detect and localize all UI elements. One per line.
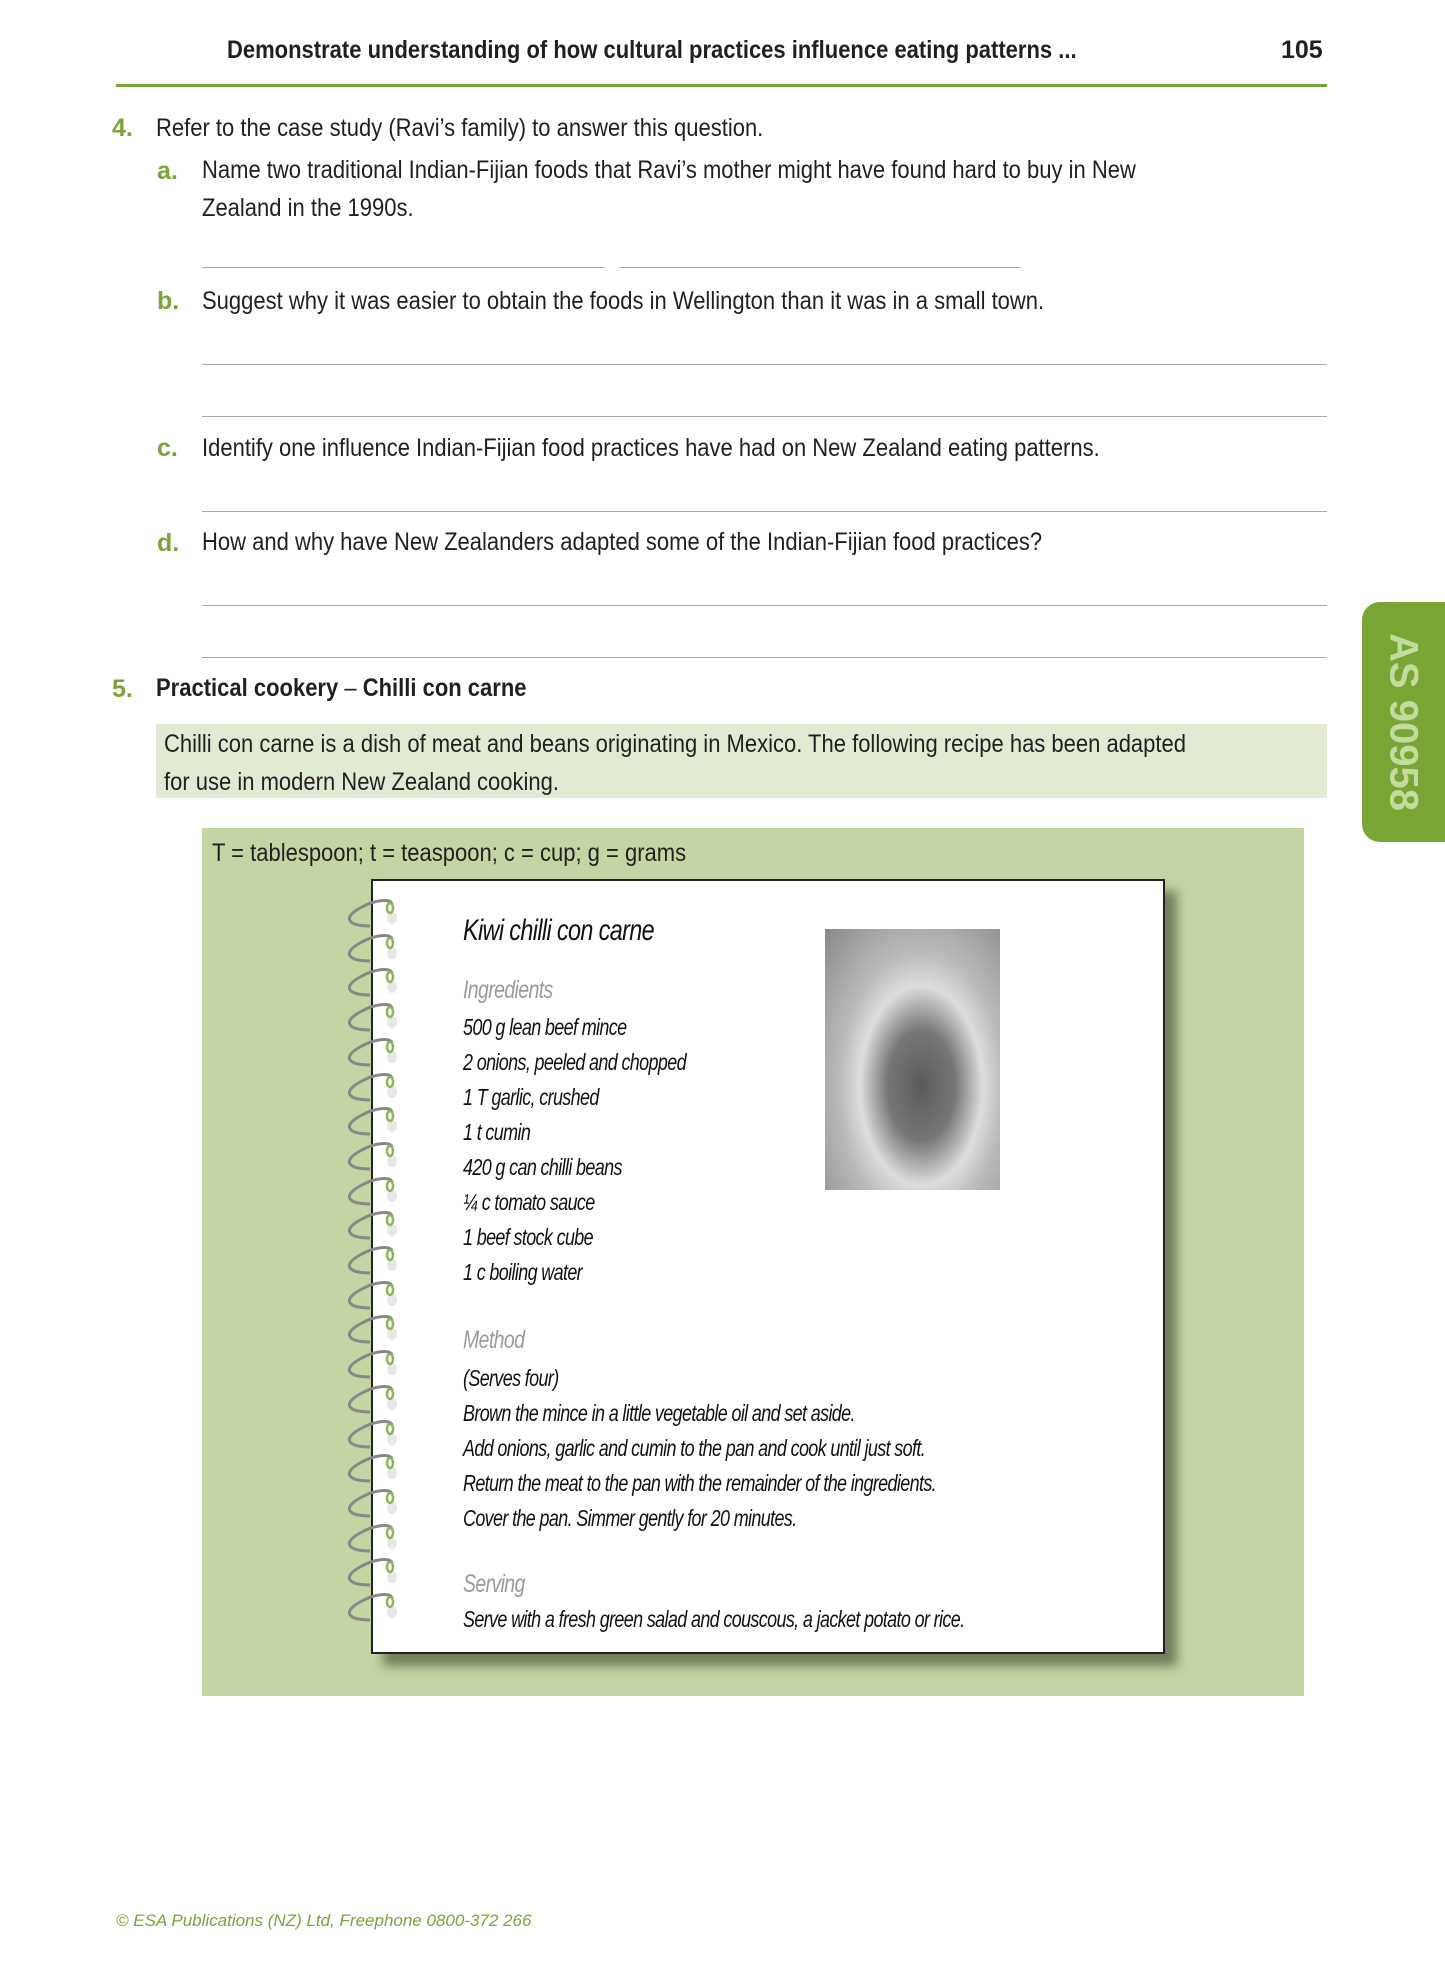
spiral-ring-icon: [340, 1174, 412, 1208]
serving-heading: Serving: [463, 1570, 525, 1598]
spiral-ring-icon: [340, 1382, 412, 1416]
units-legend: T = tablespoon; t = teaspoon; c = cup; g = grams: [212, 839, 687, 867]
spiral-ring-icon: [340, 1312, 412, 1346]
running-header: [227, 36, 1192, 65]
part-label-d: d.: [157, 529, 180, 557]
answer-line[interactable]: [202, 511, 1327, 512]
footer-copyright: © ESA Publications (NZ) Ltd, Freephone 0800-372 266: [116, 1911, 532, 1930]
spiral-ring-icon: [340, 1035, 412, 1069]
ingredients-heading: Ingredients: [463, 976, 553, 1004]
side-tab-label: AS 90958: [1381, 633, 1426, 811]
ingredient: 1 c boiling water: [463, 1259, 583, 1285]
spiral-ring-icon: [340, 1104, 412, 1138]
spiral-ring-icon: [340, 1486, 412, 1520]
spiral-ring-icon: [340, 1555, 412, 1589]
intro-text: Chilli con carne is a dish of meat and beans originating in Mexico. The following recipe has been adapted for use in modern New Zealand cooking.: [164, 730, 1186, 796]
chilli-photo: [825, 929, 1000, 1190]
spiral-ring-icon: [340, 1347, 412, 1381]
spiral-ring-icon: [340, 896, 412, 930]
answer-line[interactable]: [202, 605, 1327, 606]
part-a-text: Name two traditional Indian-Fijian foods that Ravi’s mother might have found hard to buy in New Zealand in the 1990s.: [202, 156, 1136, 222]
spiral-ring-icon: [340, 1139, 412, 1173]
spiral-ring-icon: [340, 1590, 412, 1624]
method-step: (Serves four): [463, 1365, 559, 1391]
part-label-b: b.: [157, 287, 180, 315]
spiral-ring-icon: [340, 1417, 412, 1451]
spiral-ring-icon: [340, 931, 412, 965]
header-rule: [116, 84, 1327, 87]
ingredient: 1 T garlic, crushed: [463, 1084, 599, 1110]
method-step: Return the meat to the pan with the remainder of the ingredients.: [463, 1470, 937, 1496]
method-heading: Method: [463, 1326, 525, 1354]
answer-line[interactable]: [202, 416, 1327, 417]
ingredients-list: [463, 1010, 749, 1290]
answer-line[interactable]: [202, 267, 605, 268]
method-step: Brown the mince in a little vegetable oil and set aside.: [463, 1400, 855, 1426]
part-c-text: Identify one influence Indian-Fijian food practices have had on New Zealand eating patterns.: [202, 434, 1100, 462]
spiral-ring-icon: [340, 965, 412, 999]
spiral-ring-icon: [340, 1000, 412, 1034]
method-step: Cover the pan. Simmer gently for 20 minutes.: [463, 1505, 797, 1531]
answer-line[interactable]: [202, 364, 1327, 365]
method-step: Add onions, garlic and cumin to the pan and cook until just soft.: [463, 1435, 926, 1461]
ingredient: 420 g can chilli beans: [463, 1154, 622, 1180]
spiral-ring-icon: [340, 1278, 412, 1312]
spiral-ring-icon: [340, 1521, 412, 1555]
question-text: Refer to the case study (Ravi’s family) to answer this question.: [156, 114, 764, 142]
spiral-ring-icon: [340, 1208, 412, 1242]
ingredient: 1 beef stock cube: [463, 1224, 594, 1250]
method-list: [463, 1361, 1069, 1536]
part-d-text: How and why have New Zealanders adapted some of the Indian-Fijian food practices?: [202, 528, 1043, 556]
spiral-ring-icon: [340, 1451, 412, 1485]
spiral-ring-icon: [340, 1243, 412, 1277]
recipe-title: Kiwi chilli con carne: [463, 914, 655, 947]
question-number: 5.: [112, 675, 133, 703]
ingredient: ¼ c tomato sauce: [463, 1189, 595, 1215]
ingredient: 500 g lean beef mince: [463, 1014, 627, 1040]
part-b-text: Suggest why it was easier to obtain the foods in Wellington than it was in a small town.: [202, 287, 1045, 315]
answer-line[interactable]: [202, 657, 1327, 658]
page-number: 105: [1281, 36, 1323, 64]
answer-line[interactable]: [619, 267, 1021, 268]
spiral-ring-icon: [340, 1070, 412, 1104]
part-label-c: c.: [157, 434, 178, 462]
header-title: Demonstrate understanding of how cultural practices influence eating patterns ...: [227, 36, 1077, 64]
question5-heading: Practical cookery – Chilli con carne: [156, 674, 527, 702]
part-label-a: a.: [157, 157, 178, 185]
ingredient: 1 t cumin: [463, 1119, 531, 1145]
ingredient: 2 onions, peeled and chopped: [463, 1049, 686, 1075]
serving-text: Serve with a fresh green salad and couscous, a jacket potato or rice.: [463, 1606, 965, 1632]
question-number: 4.: [112, 114, 133, 142]
